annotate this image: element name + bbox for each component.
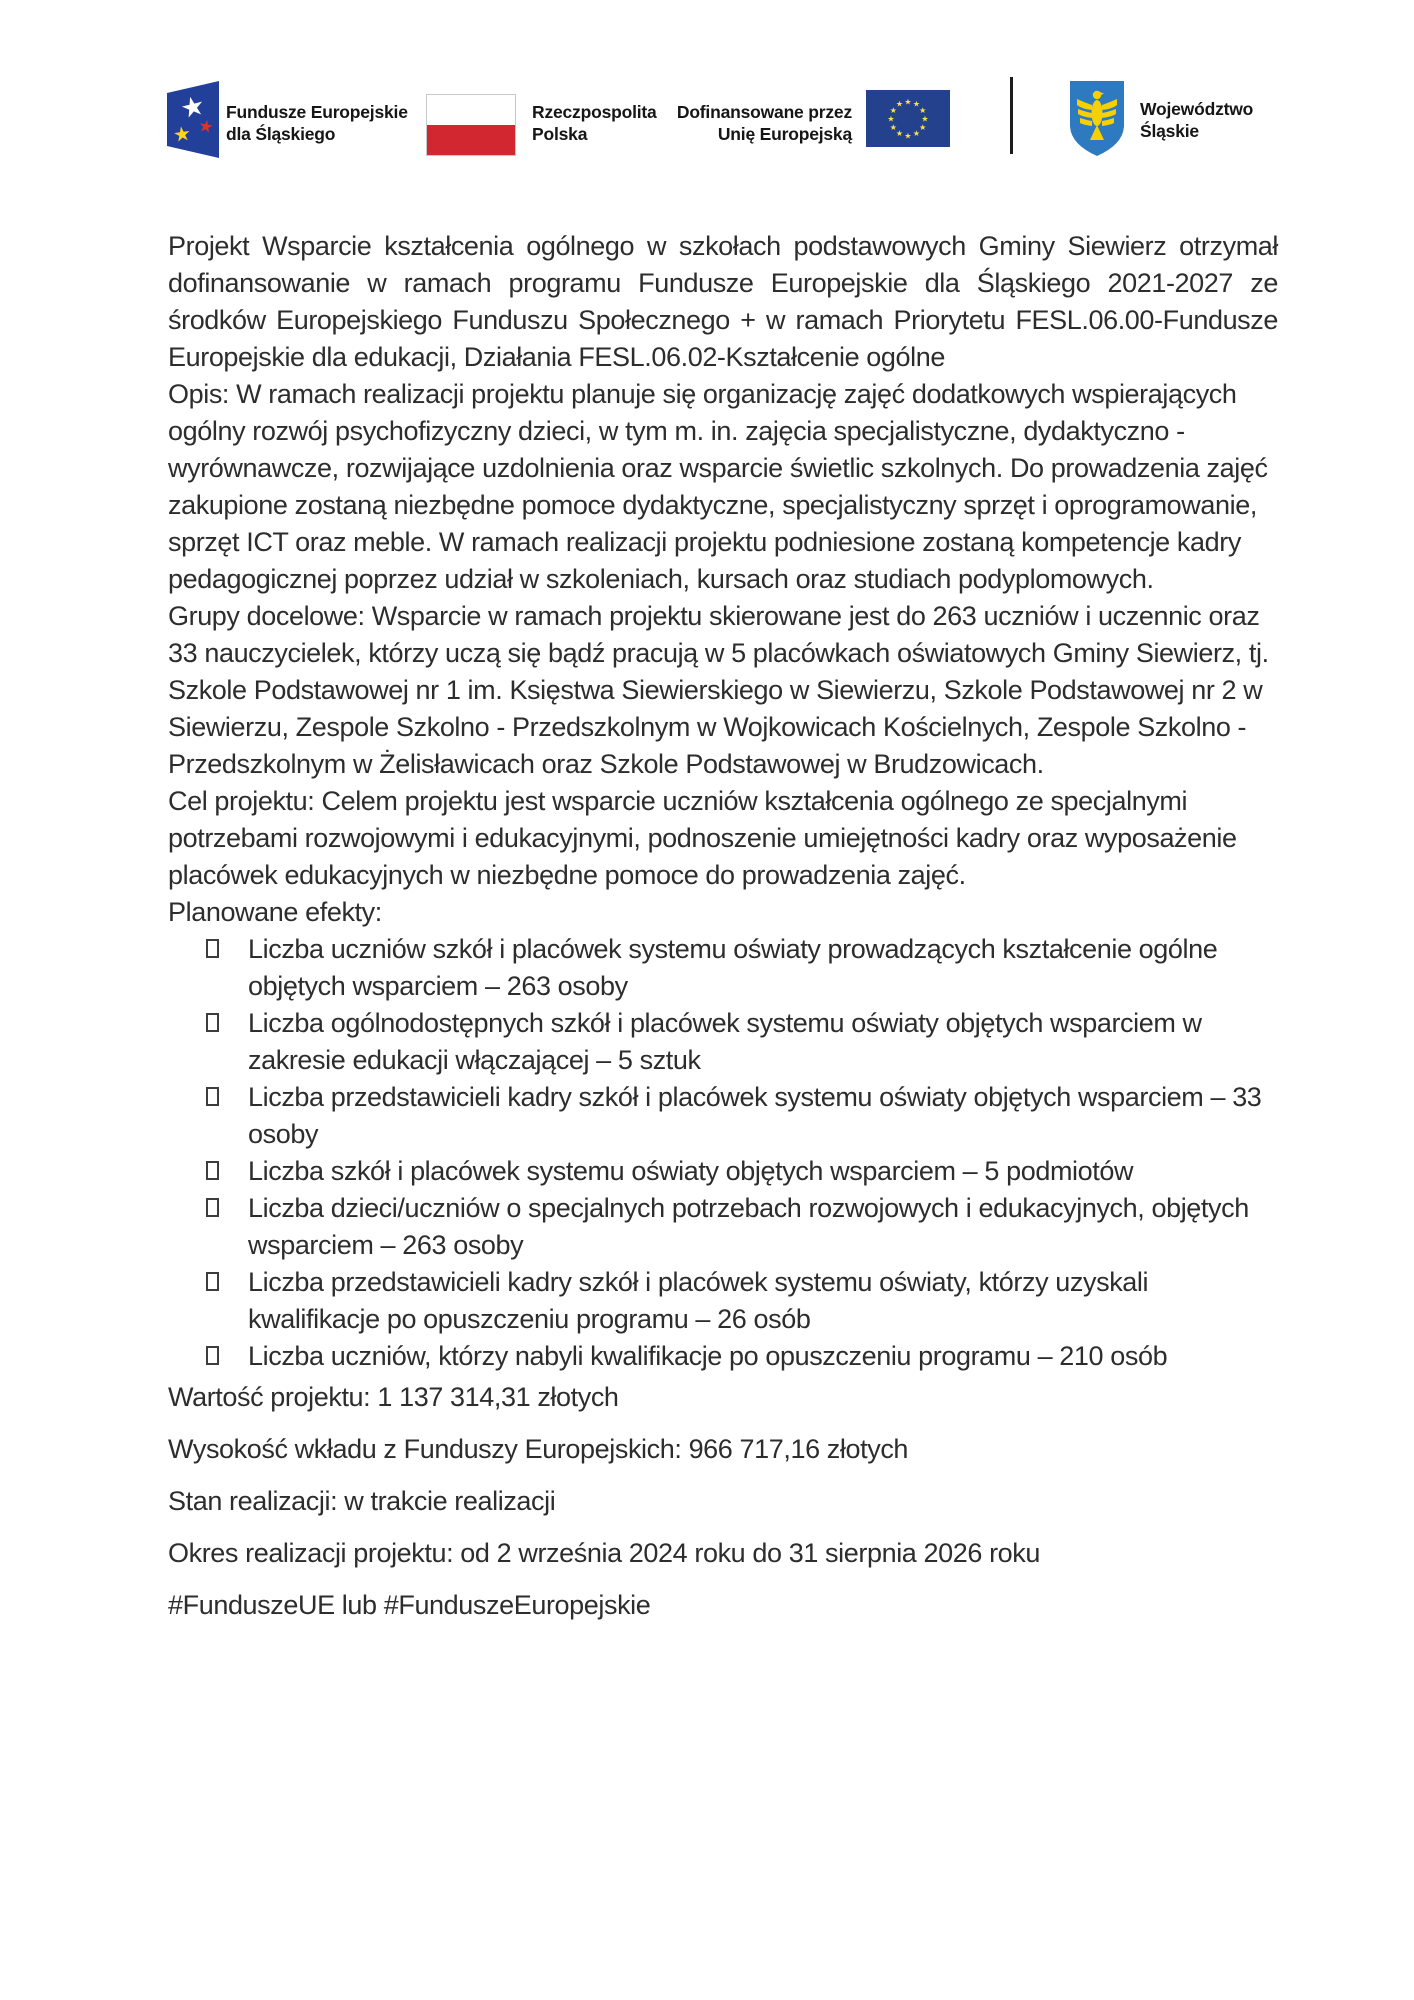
effect-list-item <box>168 1079 1278 1153</box>
eu-flag-icon <box>866 90 950 147</box>
effect-item-text: Liczba szkół i placówek systemu oświaty objętych wsparciem – 5 podmiotów <box>248 1156 1134 1186</box>
planned-effects-list <box>168 931 1278 1375</box>
svg-text:★: ★ <box>895 129 904 138</box>
effect-item-text: Liczba przedstawicieli kadry szkół i placówek systemu oświaty objętych wsparciem – 33 osoby <box>248 1082 1262 1149</box>
missing-glyph-bullet-icon <box>206 1013 219 1032</box>
pl-label-line1: Rzeczpospolita <box>532 102 657 122</box>
svg-text:★: ★ <box>919 105 927 115</box>
effect-item-text: Liczba uczniów, którzy nabyli kwalifikacje po opuszczeniu programu – 210 osób <box>248 1341 1168 1371</box>
svg-text:★: ★ <box>887 114 895 124</box>
slaskie-coat-of-arms-icon <box>1068 79 1126 158</box>
poland-flag-red-stripe <box>427 125 515 155</box>
svg-text:★: ★ <box>889 122 897 132</box>
effect-list-item <box>168 1005 1278 1079</box>
pl-label-line2: Polska <box>532 124 588 144</box>
missing-glyph-bullet-icon <box>206 1087 219 1106</box>
svg-text:★: ★ <box>921 114 929 124</box>
fe-red-star-icon: ★ <box>196 115 216 138</box>
slaskie-shield-graphic <box>1068 79 1126 158</box>
svg-text:★: ★ <box>912 129 921 138</box>
fundusze-europejskie-label <box>226 101 408 145</box>
document-body <box>168 228 1278 1639</box>
missing-glyph-bullet-icon <box>206 1346 219 1365</box>
effect-list-item <box>168 1338 1278 1375</box>
wojewodztwo-slaskie-label <box>1140 98 1253 142</box>
paragraph-target-groups: Grupy docelowe: Wsparcie w ramach projektu skierowane jest do 263 uczniów i uczennic oraz 33 nauczycielek, którzy uczą się bądź pracują w 5 placówkach oświatowych Gminy Siewierz, tj. Szkole Podstawowej nr 1 im. Księstwa Siewierskiego w Siewierzu, Szkole Podstawowej nr 2 w Siewierzu, Zespole Szkolno - Przedszkolnym w Wojkowicach Kościelnych, Zespole Szkolno - Przedszkolnym w Żelisławicach oraz Szkole Podstawowej w Brudzowicach. <box>168 601 1269 779</box>
sl-label-line2: Śląskie <box>1140 121 1199 141</box>
svg-text:★: ★ <box>895 99 904 109</box>
effect-item-text: Liczba ogólnodostępnych szkół i placówek systemu oświaty objętych wsparciem w zakresie edukacji włączającej – 5 sztuk <box>248 1008 1202 1075</box>
missing-glyph-bullet-icon <box>206 1272 219 1291</box>
paragraph-description: Opis: W ramach realizacji projektu planuje się organizację zajęć dodatkowych wspierających ogólny rozwój psychofizyczny dzieci, w tym m. in. zajęcia specjalistyczne, dydaktyczno - wyrównawcze, rozwijające uzdolnienia oraz wsparcie świetlic szkolnych. Do prowadzenia zajęć zakupione zostaną niezbędne pomoce dydaktyczne, specjalistyczny sprzęt i oprogramowanie, sprzęt ICT oraz meble. W ramach realizacji projektu podniesione zostaną kompetencje kadry pedagogicznej poprzez udział w szkoleniach, kursach oraz studiach podyplomowych. <box>168 379 1268 594</box>
effect-list-item <box>168 1153 1278 1190</box>
effect-list-item <box>168 1264 1278 1338</box>
svg-text:★: ★ <box>904 131 912 141</box>
effect-item-text: Liczba przedstawicieli kadry szkół i placówek systemu oświaty, którzy uzyskali kwalifikacje po opuszczeniu programu – 26 osób <box>248 1267 1149 1334</box>
fe-label-line1: Fundusze Europejskie <box>226 102 408 122</box>
sl-label-line1: Województwo <box>1140 99 1254 119</box>
effect-item-text: Liczba dzieci/uczniów o specjalnych potrzebach rozwojowych i edukacyjnych, objętych wsparciem – 263 osoby <box>248 1193 1249 1260</box>
effect-item-text: Liczba uczniów szkół i placówek systemu oświaty prowadzących kształcenie ogólne objętych wsparciem – 263 osoby <box>248 934 1218 1001</box>
hashtags-line: #FunduszeUE lub #FunduszeEuropejskie <box>168 1590 651 1620</box>
poland-flag-icon <box>426 94 516 156</box>
missing-glyph-bullet-icon <box>206 1161 219 1180</box>
eu-funding-label <box>638 101 852 145</box>
missing-glyph-bullet-icon <box>206 1198 219 1217</box>
eu-flag-graphic <box>866 90 950 147</box>
effect-list-item <box>168 931 1278 1005</box>
svg-text:★: ★ <box>912 99 921 109</box>
fe-white-star-icon: ★ <box>177 89 209 125</box>
project-value-line: Wartość projektu: 1 137 314,31 złotych <box>168 1382 619 1412</box>
paragraph-project-intro: Projekt Wsparcie kształcenia ogólnego w szkołach podstawowych Gminy Siewierz otrzymał dofinansowanie w ramach programu Fundusze Europejskie dla Śląskiego 2021-2027 ze środków Europejskiego Funduszu Społecznego + w ramach Priorytetu FESL.06.00-Fundusze Europejskie dla edukacji, Działania FESL.06.02-Kształcenie ogólne <box>168 231 1278 372</box>
svg-text:★: ★ <box>889 105 897 115</box>
eu-contribution-line: Wysokość wkładu z Funduszy Europejskich: 966 717,16 złotych <box>168 1434 909 1464</box>
svg-text:★: ★ <box>904 97 912 107</box>
fundusze-europejskie-logo-icon <box>167 80 219 160</box>
realization-period-line: Okres realizacji projektu: od 2 września 2024 roku do 31 sierpnia 2026 roku <box>168 1538 1040 1568</box>
paragraph-project-goal: Cel projektu: Celem projektu jest wsparcie uczniów kształcenia ogólnego ze specjalnymi potrzebami rozwojowymi i edukacyjnymi, podnoszenie umiejętności kadry oraz wyposażenie placówek edukacyjnych w niezbędne pomoce do prowadzenia zajęć. <box>168 786 1237 890</box>
missing-glyph-bullet-icon <box>206 939 219 958</box>
header-divider <box>1010 77 1013 154</box>
eu-label-line2: Unię Europejską <box>717 124 852 144</box>
fe-label-line2: dla Śląskiego <box>226 124 336 144</box>
realization-status-line: Stan realizacji: w trakcie realizacji <box>168 1486 556 1516</box>
fe-flag-graphic <box>167 80 219 160</box>
fe-yellow-star-icon: ★ <box>171 122 193 148</box>
svg-text:★: ★ <box>919 122 927 132</box>
effect-list-item <box>168 1190 1278 1264</box>
eu-label-line1: Dofinansowane przez <box>676 102 852 122</box>
planned-effects-heading: Planowane efekty: <box>168 897 382 927</box>
